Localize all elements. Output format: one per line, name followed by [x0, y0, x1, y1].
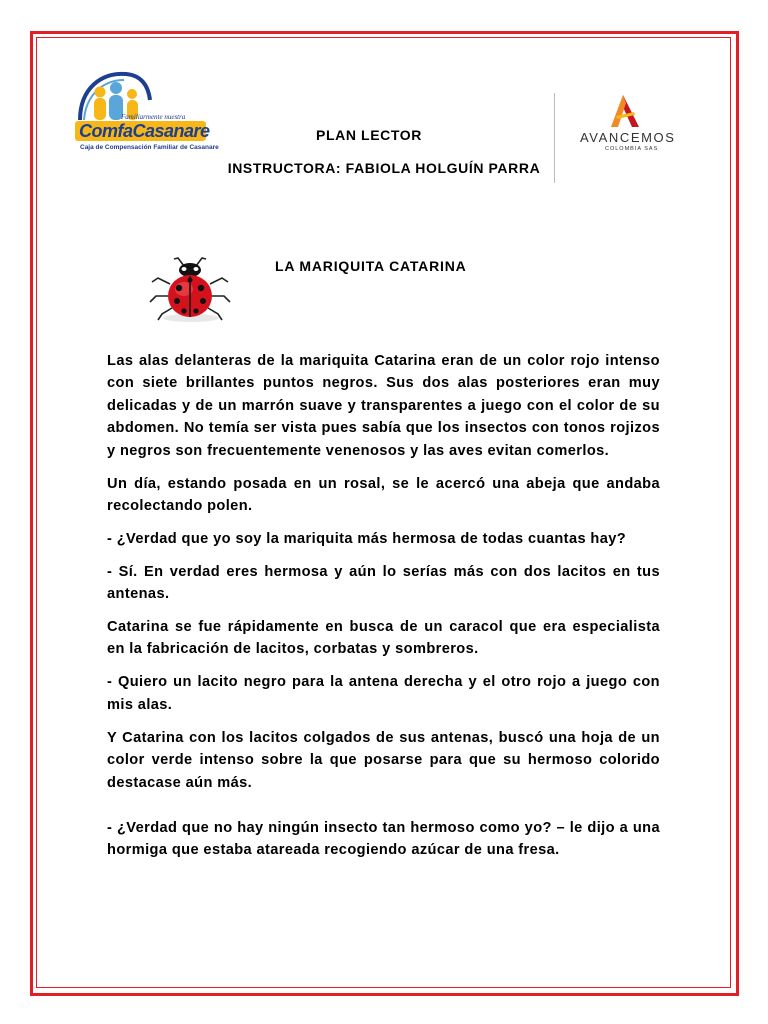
story-paragraph: - Sí. En verdad eres hermosa y aún lo serías más con dos lacitos en tus antenas. — [107, 563, 660, 603]
document-title: PLAN LECTOR — [316, 127, 422, 143]
story-paragraph: Un día, estando posada en un rosal, se le acercó una abeja que andaba recolectando polen. — [107, 475, 660, 514]
avancemos-subtitle: COLOMBIA SAS — [605, 146, 659, 152]
story-paragraph: - ¿Verdad que no hay ningún insecto tan hermoso como yo? – le dijo a una hormiga que estaba atareada recogiendo azúcar de una fresa. — [107, 819, 660, 859]
logo-subtitle: Caja de Compensación Familiar de Casanare — [80, 144, 219, 151]
logo-tagline: Familiarmente nuestra — [121, 113, 186, 121]
instructor-line: INSTRUCTORA: FABIOLA HOLGUÍN PARRA — [227, 160, 541, 176]
story-paragraph: - Quiero un lacito negro para la antena derecha y el otro rojo a juego con mis alas. — [107, 674, 660, 713]
story-body — [107, 350, 660, 872]
story-paragraph: - ¿Verdad que yo soy la mariquita más hermosa de todas cuantas hay? — [107, 530, 627, 547]
avancemos-logo-icon — [610, 94, 640, 133]
avancemos-name: AVANCEMOS — [580, 130, 676, 145]
story-paragraph: Catarina se fue rápidamente en busca de un caracol que era especialista en la fabricación de lacitos, corbatas y sombreros. — [107, 619, 660, 658]
logo-brand-text: ComfaCasanare — [79, 121, 210, 141]
story-paragraph: Y Catarina con los lacitos colgados de sus antenas, buscó una hoja de un color verde intenso sobre la que posarse para que su hermoso colorido destacase aún más. — [107, 729, 660, 791]
story-title: LA MARIQUITA CATARINA — [275, 258, 467, 274]
ladybug-icon — [144, 256, 236, 329]
story-paragraph: Las alas delanteras de la mariquita Catarina eran de un color rojo intenso con siete brillantes puntos negros. Sus dos alas posteriores eran muy delicadas y de un marrón suave y transparentes a juego con el color de su abdomen. No temía ser vista pues sabía que los insectos con tonos rojizos y negros son frecuentemente venenosos y las aves evitan comerlos. — [107, 353, 660, 459]
header-divider — [554, 93, 555, 183]
